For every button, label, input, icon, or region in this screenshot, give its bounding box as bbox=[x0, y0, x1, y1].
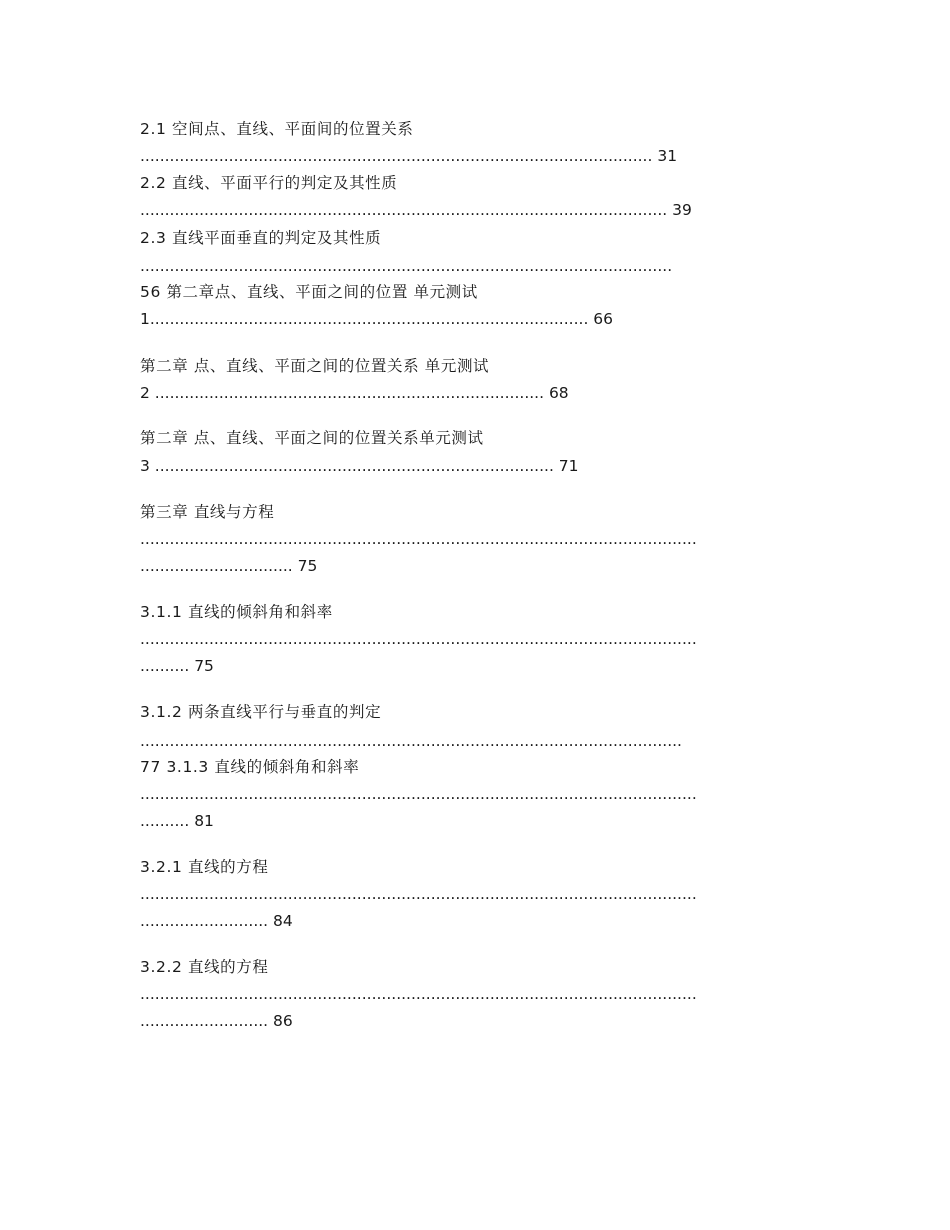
toc-entry-chapter-3-leader: ................................................................................................................. bbox=[140, 530, 697, 548]
toc-entry-2-3-leader: ............................................................................................................ bbox=[140, 257, 673, 275]
toc-entry-3-1-2-title: 3.1.2 两条直线平行与垂直的判定 bbox=[140, 703, 382, 721]
toc-entry-3-1-3-page: .......... 81 bbox=[140, 812, 214, 830]
toc-entry-3-2-1-leader: ................................................................................................................. bbox=[140, 885, 697, 903]
toc-entry-3-1-1-page: .......... 75 bbox=[140, 657, 214, 675]
toc-entry-unit-test-3-leader: 3 ................................................................................. 71 bbox=[140, 457, 579, 475]
toc-entry-unit-test-3-title: 第二章 点、直线、平面之间的位置关系单元测试 bbox=[140, 429, 484, 447]
toc-entry-2-3-title: 2.3 直线平面垂直的判定及其性质 bbox=[140, 229, 382, 247]
toc-entry-chapter-3-title: 第三章 直线与方程 bbox=[140, 503, 275, 521]
toc-entry-2-1-title: 2.1 空间点、直线、平面间的位置关系 bbox=[140, 120, 414, 138]
toc-entry-3-1-2-leader: .............................................................................................................. bbox=[140, 732, 682, 750]
toc-entry-2-1-leader: ........................................................................................................ 31 bbox=[140, 147, 678, 165]
toc-entry-chapter-3-page: ............................... 75 bbox=[140, 557, 318, 575]
toc-entry-3-1-3-leader: ................................................................................................................. bbox=[140, 785, 697, 803]
toc-entry-3-2-1-page: .......................... 84 bbox=[140, 912, 293, 930]
toc-entry-3-2-2-page: .......................... 86 bbox=[140, 1012, 293, 1030]
toc-entry-unit-test-2-title: 第二章 点、直线、平面之间的位置关系 单元测试 bbox=[140, 357, 490, 375]
toc-entry-2-2-title: 2.2 直线、平面平行的判定及其性质 bbox=[140, 174, 398, 192]
toc-entry-3-1-1-title: 3.1.1 直线的倾斜角和斜率 bbox=[140, 603, 333, 621]
toc-entry-3-2-2-leader: ................................................................................................................. bbox=[140, 985, 697, 1003]
toc-entry-3-2-1-title: 3.2.1 直线的方程 bbox=[140, 858, 269, 876]
toc-entry-unit-test-1-title: 56 第二章点、直线、平面之间的位置 单元测试 bbox=[140, 283, 478, 301]
toc-entry-3-1-3-title: 77 3.1.3 直线的倾斜角和斜率 bbox=[140, 758, 360, 776]
toc-entry-2-2-leader: ........................................................................................................... 39 bbox=[140, 201, 692, 219]
toc-entry-3-2-2-title: 3.2.2 直线的方程 bbox=[140, 958, 269, 976]
toc-entry-unit-test-2-leader: 2 ............................................................................... 68 bbox=[140, 384, 569, 402]
toc-entry-unit-test-1-leader: 1......................................................................................... 66 bbox=[140, 310, 614, 328]
toc-entry-3-1-1-leader: ................................................................................................................. bbox=[140, 630, 697, 648]
